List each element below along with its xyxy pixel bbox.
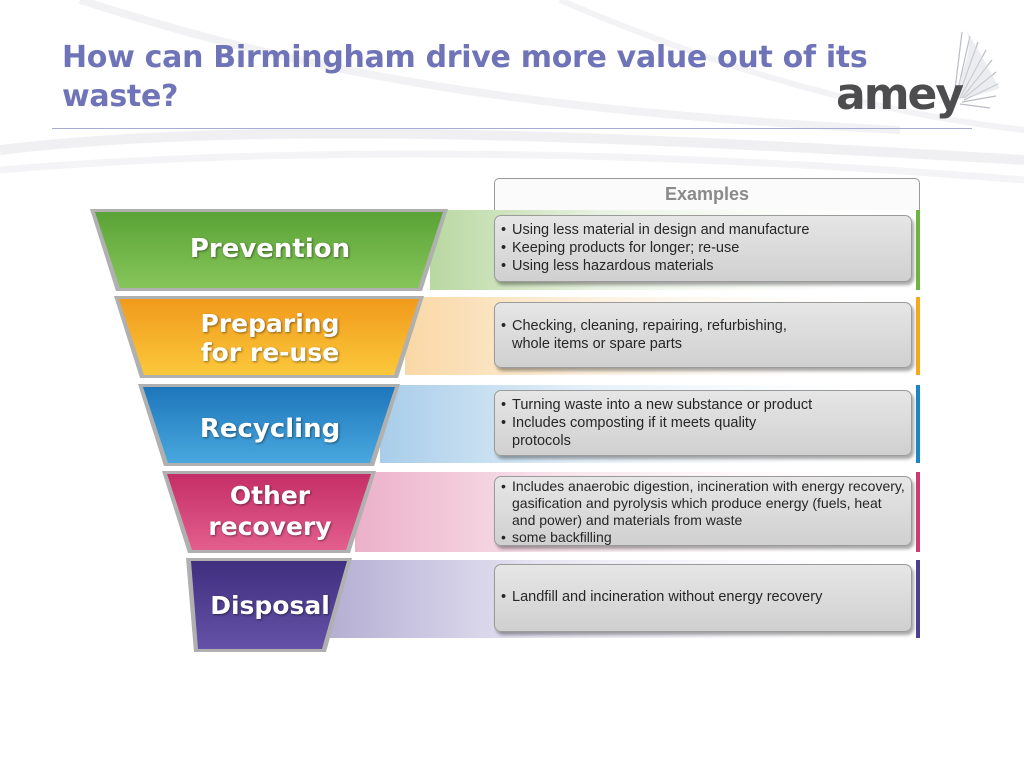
examples-box-preparing: [494, 302, 912, 368]
slide-title: How can Birmingham drive more value out of its waste?: [62, 40, 868, 114]
tier-label-disposal: Disposal: [210, 591, 330, 620]
examples-header: Examples: [494, 178, 920, 210]
list-item: • Includes anaerobic digestion, incineration with energy recovery, gasification and pyrolysis which produce energy (fuels, heat and power) and materials from waste: [501, 478, 905, 529]
list-item: • some backfilling: [501, 529, 905, 546]
tier-label-other-recovery: Other recovery: [208, 481, 332, 541]
examples-box-recycling: [494, 390, 912, 456]
logo-wordmark: amey: [836, 69, 963, 120]
list-item: • Using less material in design and manufacture: [501, 221, 905, 239]
tier-label-prevention: Prevention: [189, 234, 351, 264]
list-item: • Keeping products for longer; re-use: [501, 239, 905, 257]
tier-label-preparing: Preparing for re-use: [200, 309, 340, 367]
list-item: • Checking, cleaning, repairing, refurbishing, whole items or spare parts: [501, 317, 905, 353]
list-item: • Using less hazardous materials: [501, 257, 905, 275]
list-item: • Turning waste into a new substance or product: [501, 396, 905, 414]
list-item: • Includes composting if it meets quality protocols: [501, 414, 905, 450]
examples-box-other-recovery: [494, 476, 912, 546]
examples-box-prevention: [494, 215, 912, 282]
list-item: • Landfill and incineration without energy recovery: [501, 588, 905, 606]
tier-label-recycling: Recycling: [199, 414, 341, 444]
examples-box-disposal: [494, 564, 912, 632]
